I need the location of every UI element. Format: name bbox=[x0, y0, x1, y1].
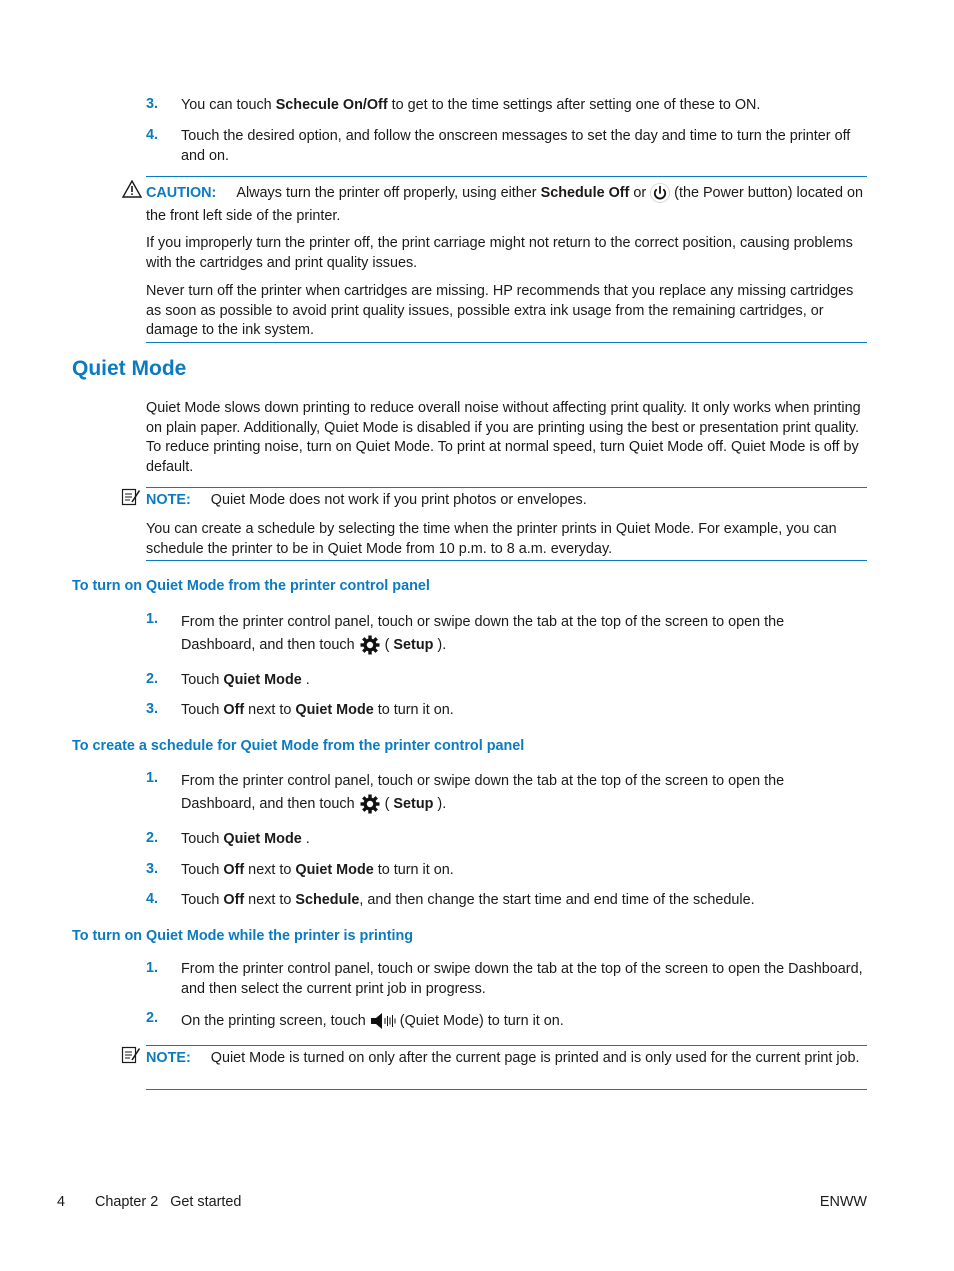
caution-paragraph: Never turn off the printer when cartridges are missing. HP recommends that you replace any missing cartridges as soon as possible to avoid print quality issues, possible extra ink usage from the remaining cartridges, or damage to the ink system. bbox=[146, 283, 854, 338]
step-number: 1. bbox=[146, 611, 159, 627]
step-number: 4. bbox=[146, 127, 159, 143]
step-number: 1. bbox=[146, 770, 159, 786]
step-text: From the printer control panel, touch or swipe down the tab at the top of the screen to open the Dashboard, and then touch ( Setup ). bbox=[181, 770, 871, 816]
step-number: 2. bbox=[146, 671, 159, 687]
note-icon bbox=[121, 1046, 141, 1064]
setup-gear-icon bbox=[359, 634, 381, 656]
procedure-heading: To create a schedule for Quiet Mode from the printer control panel bbox=[72, 738, 525, 754]
footer-right-label: ENWW bbox=[819, 1194, 867, 1210]
step-number: 3. bbox=[146, 861, 159, 877]
note-text: NOTE: Quiet Mode does not work if you print photos or envelopes. bbox=[146, 492, 587, 508]
caution-text: CAUTION: Always turn the printer off properly, using either Schedule Off or (the Power button) located on the front left side of the printer. bbox=[146, 185, 863, 224]
step-text: Touch Off next to Quiet Mode to turn it on. bbox=[181, 862, 454, 878]
note-top-rule bbox=[146, 487, 867, 488]
step-number: 1. bbox=[146, 960, 159, 976]
step-text: On the printing screen, touch (Quiet Mode) to turn it on. bbox=[181, 1013, 564, 1029]
caution-bottom-rule bbox=[146, 342, 867, 343]
setup-gear-icon bbox=[359, 793, 381, 815]
procedure-heading: To turn on Quiet Mode from the printer control panel bbox=[72, 578, 430, 594]
step-text: Touch Off next to Schedule, and then change the start time and end time of the schedule. bbox=[181, 892, 755, 908]
caution-label: CAUTION: bbox=[146, 185, 217, 201]
procedure-heading: To turn on Quiet Mode while the printer is printing bbox=[72, 928, 414, 944]
section-intro: Quiet Mode slows down printing to reduce overall noise without affecting print quality. It only works when printing on plain paper. Additionally, Quiet Mode is disabled if you are printing using the best or presentation print quality. To reduce printing noise, turn on Quiet Mode. To print at normal speed, turn Quiet Mode off. Quiet Mode is off by default. bbox=[146, 400, 861, 475]
caution-top-rule bbox=[146, 176, 867, 177]
step-number: 3. bbox=[146, 96, 159, 112]
step-text: Touch Quiet Mode . bbox=[181, 831, 310, 847]
note-bottom-rule bbox=[146, 1089, 867, 1090]
note-top-rule bbox=[146, 1045, 867, 1046]
step-text: Touch Off next to Quiet Mode to turn it on. bbox=[181, 702, 454, 718]
step-number: 2. bbox=[146, 830, 159, 846]
step-text: Touch the desired option, and follow the onscreen messages to set the day and time to turn the printer off and on. bbox=[181, 128, 851, 164]
page-number: 4 bbox=[57, 1194, 66, 1210]
caution-paragraph: If you improperly turn the printer off, the print carriage might not return to the correct position, causing problems with the cartridges and print quality issues. bbox=[146, 235, 853, 271]
note-bottom-rule bbox=[146, 560, 867, 561]
note-label: NOTE: bbox=[146, 492, 191, 508]
chapter-label: Chapter 2 Get started bbox=[95, 1194, 242, 1210]
step-text: You can touch Schecule On/Off to get to the time settings after setting one of these to ON. bbox=[181, 97, 761, 113]
quiet-mode-speaker-icon bbox=[370, 1012, 396, 1030]
section-title: Quiet Mode bbox=[72, 357, 187, 380]
note-paragraph: You can create a schedule by selecting the time when the printer prints in Quiet Mode. For example, you can schedule the printer to be in Quiet Mode from 10 p.m. to 8 a.m. everyday. bbox=[146, 521, 837, 557]
step-text: From the printer control panel, touch or swipe down the tab at the top of the screen to open the Dashboard, and then touch ( Setup ). bbox=[181, 611, 871, 657]
warning-triangle-icon bbox=[122, 180, 142, 198]
step-number: 4. bbox=[146, 891, 159, 907]
note-text: NOTE: Quiet Mode is turned on only after the current page is printed and is only used for the current print job. bbox=[146, 1050, 860, 1066]
note-label: NOTE: bbox=[146, 1050, 191, 1066]
step-text: From the printer control panel, touch or swipe down the tab at the top of the screen to open the Dashboard, and then select the current print job in progress. bbox=[181, 961, 863, 997]
step-number: 3. bbox=[146, 701, 159, 717]
power-icon bbox=[650, 183, 670, 203]
step-text: Touch Quiet Mode . bbox=[181, 672, 310, 688]
step-number: 2. bbox=[146, 1010, 159, 1026]
note-icon bbox=[121, 488, 141, 506]
